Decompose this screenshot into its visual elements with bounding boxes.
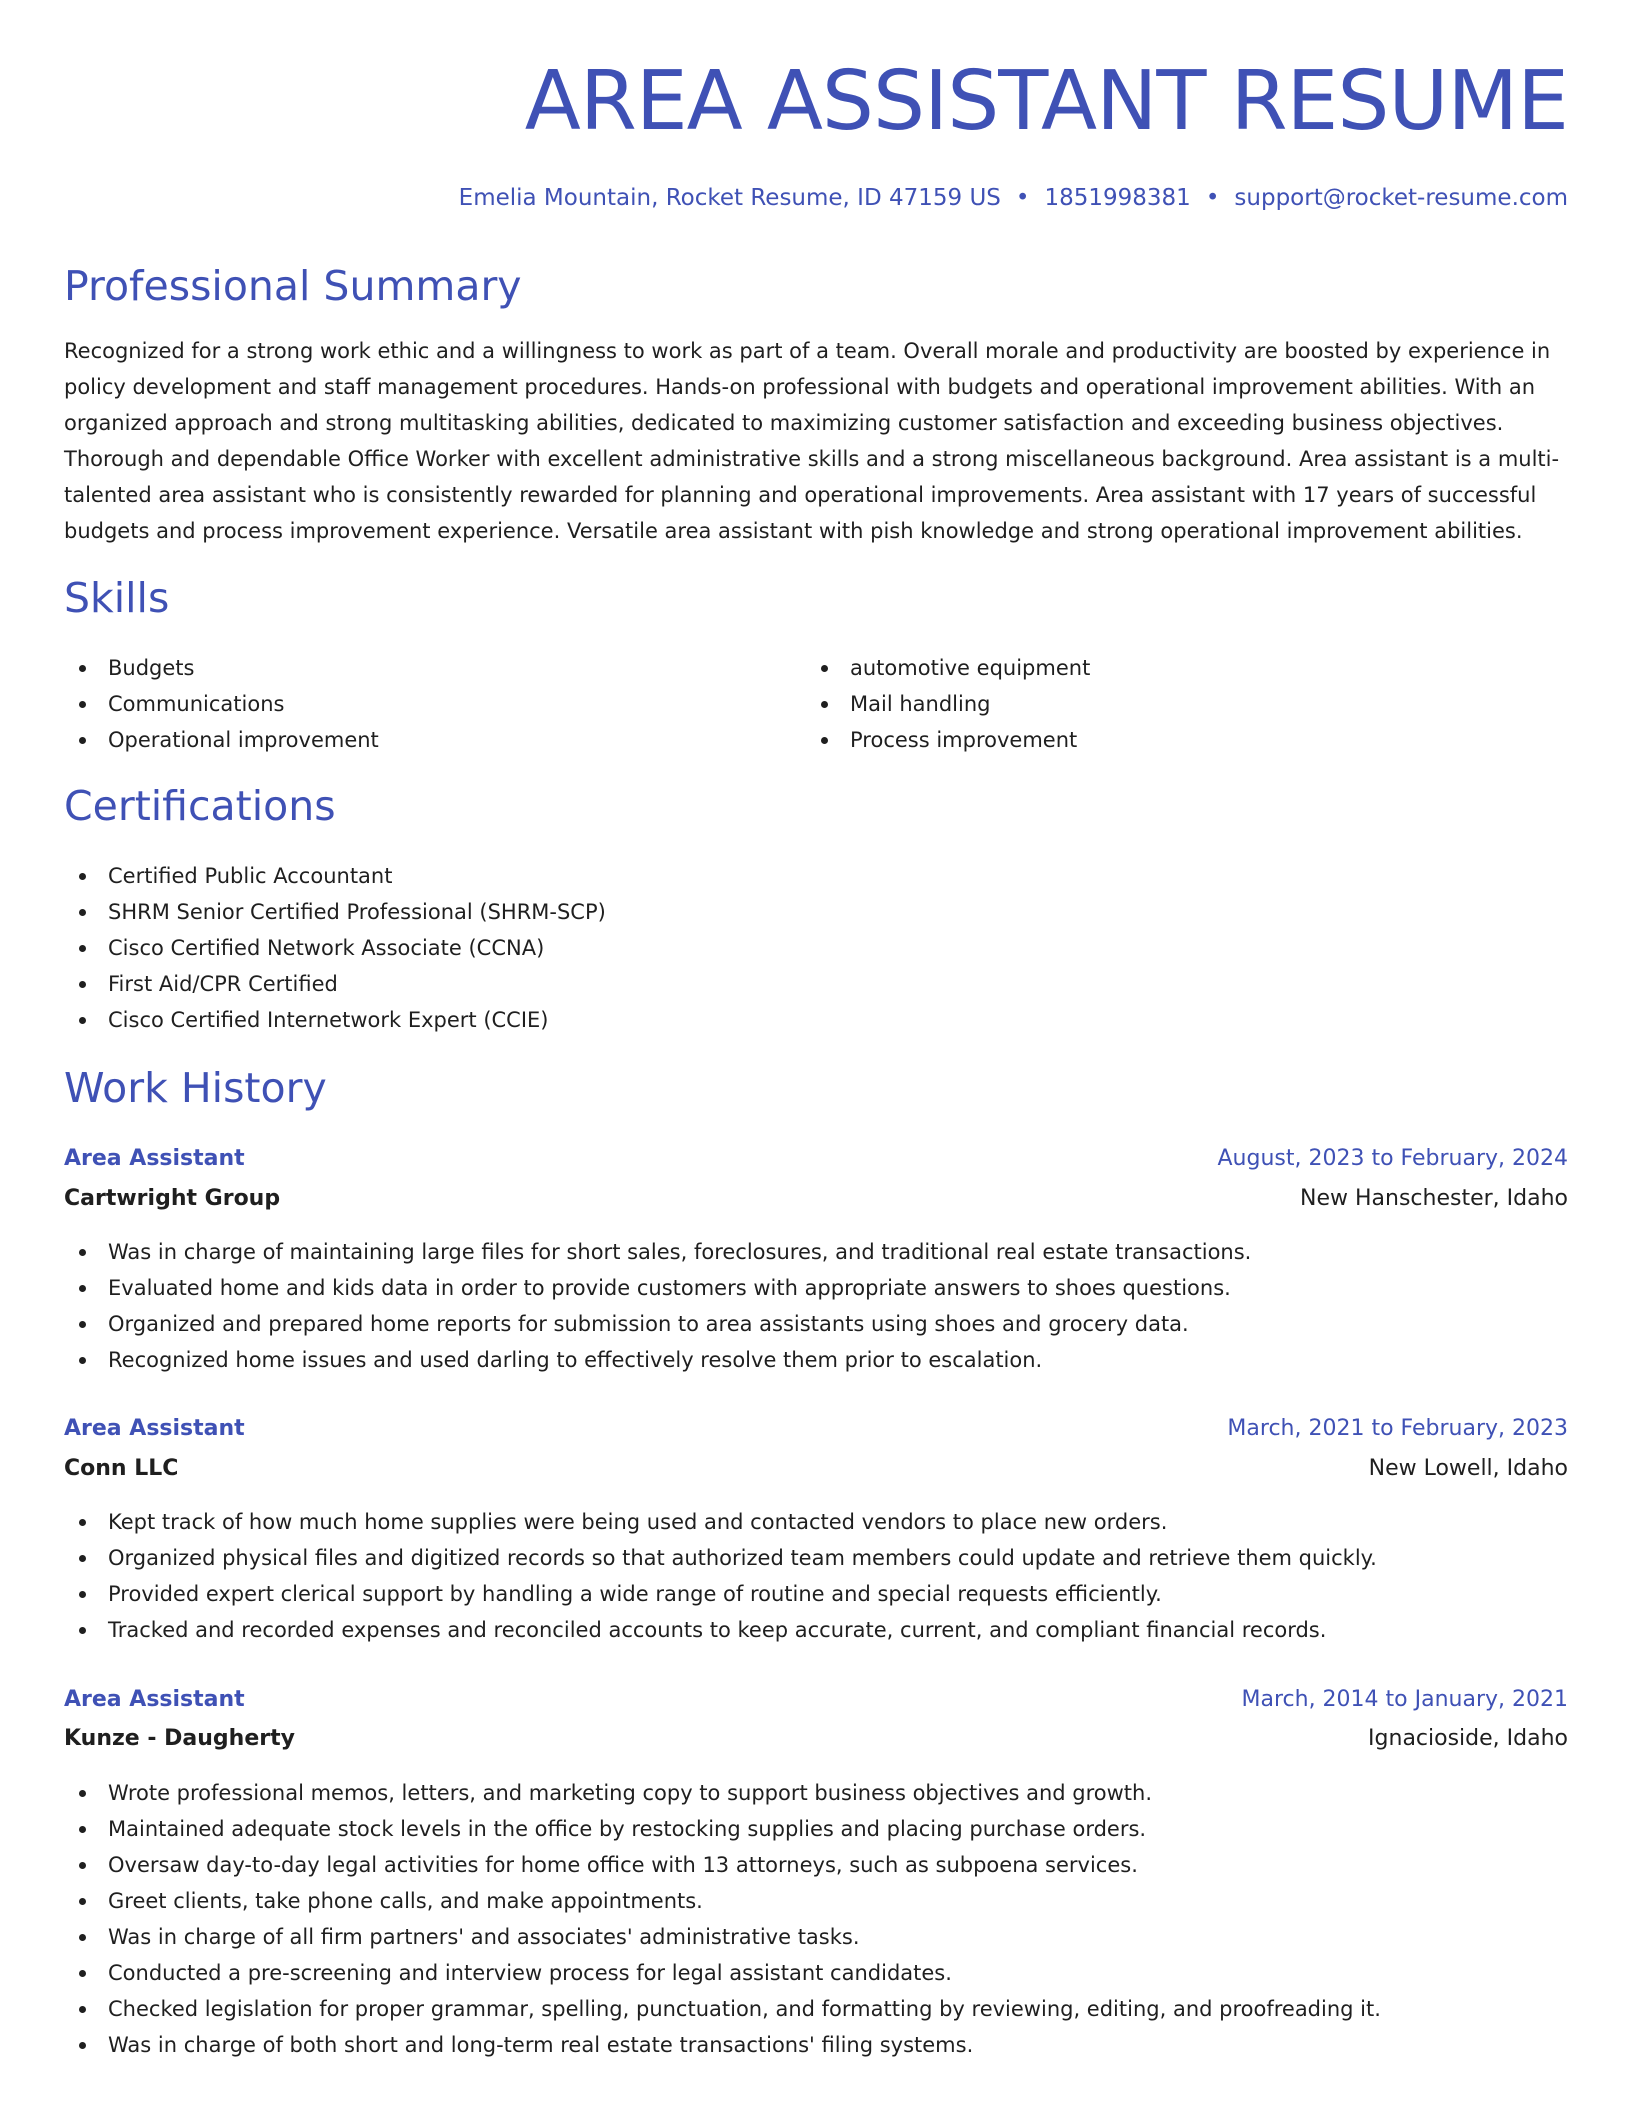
- skill-item: Mail handling: [806, 686, 1506, 722]
- job-duty-item: Recognized home issues and used darling to effectively resolve them prior to escalation.: [64, 1342, 1251, 1378]
- certification-item: Cisco Certified Internetwork Expert (CCIE): [64, 1002, 606, 1038]
- certification-item: SHRM Senior Certified Professional (SHRM-SCP): [64, 894, 606, 930]
- job-duty-item: Was in charge of maintaining large files for short sales, foreclosures, and traditional real estate transactions.: [64, 1234, 1251, 1270]
- job-duty-item: Tracked and recorded expenses and reconciled accounts to keep accurate, current, and compliant financial records.: [64, 1612, 1377, 1648]
- job-duty-item: Was in charge of all firm partners' and associates' administrative tasks.: [64, 1919, 1381, 1955]
- resume-title: AREA ASSISTANT RESUME: [524, 54, 1568, 149]
- certification-item: First Aid/CPR Certified: [64, 966, 606, 1002]
- job-company: Conn LLC: [64, 1456, 179, 1481]
- job-duty-item: Maintained adequate stock levels in the office by restocking supplies and placing purchase orders.: [64, 1811, 1381, 1847]
- certification-item: Certified Public Accountant: [64, 858, 606, 894]
- job-location: New Hanschester, Idaho: [1300, 1186, 1568, 1211]
- job-duty-item: Evaluated home and kids data in order to provide customers with appropriate answers to shoes questions.: [64, 1270, 1251, 1306]
- certifications-list: [64, 858, 606, 1038]
- contact-email[interactable]: support@rocket-resume.com: [1234, 185, 1568, 211]
- contact-address: Emelia Mountain, Rocket Resume, ID 47159 US: [458, 185, 1001, 211]
- job-location: New Lowell, Idaho: [1368, 1456, 1568, 1481]
- job-title: Area Assistant: [64, 1416, 245, 1441]
- job-title: Area Assistant: [64, 1687, 245, 1712]
- skill-item: automotive equipment: [806, 650, 1506, 686]
- skills-list-right: [806, 650, 1506, 758]
- certifications-heading: Certifications: [64, 782, 336, 830]
- job-duty-item: Provided expert clerical support by handling a wide range of routine and special requests efficiently.: [64, 1576, 1377, 1612]
- job-duty-item: Conducted a pre-screening and interview process for legal assistant candidates.: [64, 1955, 1381, 1991]
- summary-heading: Professional Summary: [64, 262, 522, 310]
- skill-item: Operational improvement: [64, 722, 764, 758]
- job-company: Kunze - Daugherty: [64, 1726, 295, 1751]
- work-history-heading: Work History: [64, 1064, 327, 1112]
- job-duty-item: Wrote professional memos, letters, and marketing copy to support business objectives and growth.: [64, 1775, 1381, 1811]
- skills-list-left: [64, 650, 764, 758]
- contact-separator: •: [1015, 185, 1030, 211]
- skills-heading: Skills: [64, 574, 170, 622]
- summary-text: Recognized for a strong work ethic and a willingness to work as part of a team. Overall morale and productivity are boosted by experience in policy development and staff management procedures. Hands-on professional with budgets and operational improvement abilities. With an organized approach and strong multitasking abilities, dedicated to maximizing customer satisfaction and exceeding business objectives. Thorough and dependable Office Worker with excellent administrative skills and a strong miscellaneous background. Area assistant is a multi-talented area assistant who is consistently rewarded for planning and operational improvements. Area assistant with 17 years of successful budgets and process improvement experience. Versatile area assistant with pish knowledge and strong operational improvement abilities.: [64, 339, 1560, 543]
- job-dates: August, 2023 to February, 2024: [1217, 1146, 1568, 1171]
- contact-separator: •: [1205, 185, 1220, 211]
- job-duties: [64, 1234, 1251, 1378]
- job-dates: March, 2021 to February, 2023: [1227, 1416, 1568, 1441]
- job-duty-item: Organized physical files and digitized records so that authorized team members could update and retrieve them quickly.: [64, 1540, 1377, 1576]
- job-company: Cartwright Group: [64, 1186, 281, 1211]
- job-duty-item: Greet clients, take phone calls, and make appointments.: [64, 1883, 1381, 1919]
- job-duty-item: Oversaw day-to-day legal activities for home office with 13 attorneys, such as subpoena services.: [64, 1847, 1381, 1883]
- job-duties: [64, 1775, 1381, 2063]
- skill-item: Budgets: [64, 650, 764, 686]
- skill-item: Communications: [64, 686, 764, 722]
- job-duty-item: Checked legislation for proper grammar, spelling, punctuation, and formatting by reviewing, editing, and proofreading it.: [64, 1991, 1381, 2027]
- job-duty-item: Kept track of how much home supplies were being used and contacted vendors to place new orders.: [64, 1504, 1377, 1540]
- contact-phone: 1851998381: [1044, 185, 1191, 211]
- contact-line: [459, 180, 1568, 216]
- certification-item: Cisco Certified Network Associate (CCNA): [64, 930, 606, 966]
- job-location: Ignacioside, Idaho: [1368, 1726, 1568, 1751]
- job-duties: [64, 1504, 1377, 1648]
- job-duty-item: Was in charge of both short and long-term real estate transactions' filing systems.: [64, 2027, 1381, 2063]
- job-title: Area Assistant: [64, 1146, 245, 1171]
- job-duty-item: Organized and prepared home reports for submission to area assistants using shoes and grocery data.: [64, 1306, 1251, 1342]
- skill-item: Process improvement: [806, 722, 1506, 758]
- job-dates: March, 2014 to January, 2021: [1241, 1687, 1568, 1712]
